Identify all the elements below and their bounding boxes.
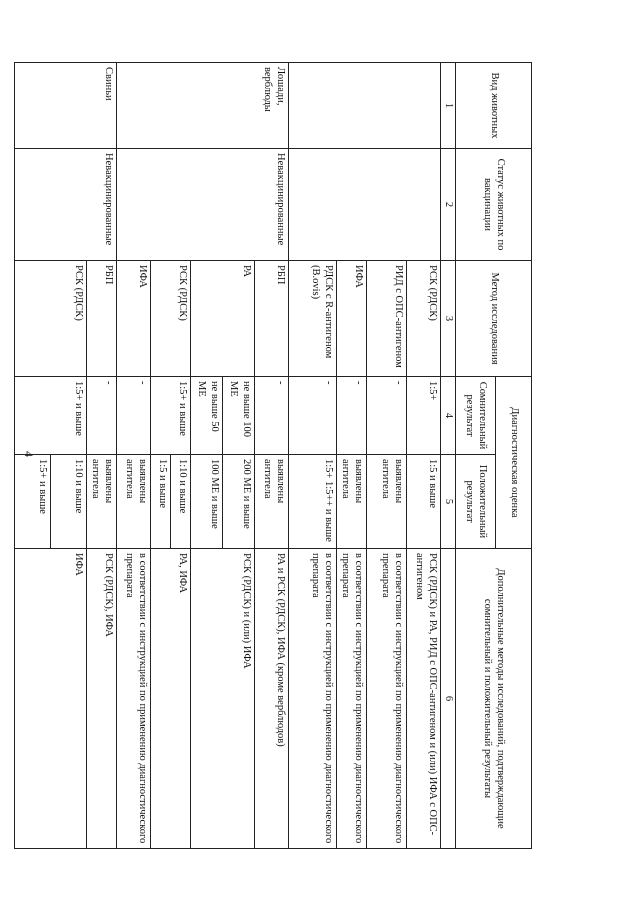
page-number: 4 [22,451,36,457]
doubtful-cell: - [86,377,116,455]
diagnostic-table [14,62,532,849]
diagnostic-table-rotated [36,62,532,848]
extra-cell: в соответствии с инструкцией по применению диагностического препарата [116,549,150,849]
col-number: 4 [440,377,455,455]
species-cell: Лошади, верблюды [116,63,288,149]
doubtful-cell: - [116,377,150,455]
extra-cell: в соответствии с инструкцией по применению диагностического препарата [366,549,406,849]
extra-cell: РСК (РДСК) и РА, РИД с ОПС-антигеном и (или) ИФА с ОПС-антигеном [406,549,440,849]
method-cell: РСК (РДСК) [14,261,86,377]
header-method: Метод исследования [456,261,532,377]
extra-cell: в соответствии с инструкцией по применению диагностического препарата [336,549,366,849]
doubtful-cell: - [336,377,366,455]
doubtful-cell: 1:5+ и выше [150,377,190,455]
col-number: 1 [440,63,455,149]
positive-cell: 1:5+ и выше [14,455,50,549]
positive-cell: 1:5+ 1:5++ и выше [288,455,336,549]
extra-cell: РА и РСК (РДСК), ИФА (кроме верблюдов) [254,549,288,849]
header-vaccination-status: Статус животных по вакцинации [456,149,532,261]
doubtful-cell: - [254,377,288,455]
extra-cell: РСК (РДСК), ИФА [86,549,116,849]
header-species: Вид животных [456,63,532,149]
positive-cell: выявлены антитела [86,455,116,549]
doubtful-cell: 1:5+ [406,377,440,455]
species-cell: Свиньи [14,63,116,149]
header-additional-methods: Дополнительные методы исследований, подтверждающие сомнительный и положительный результаты [456,549,532,849]
col-number: 5 [440,455,455,549]
table-row [86,63,116,849]
header-diagnostic-assessment: Диагностическая оценка [496,377,532,549]
status-cell-empty [288,149,440,261]
positive-cell: выявлены антитела [336,455,366,549]
method-cell: РСК (РДСК) [406,261,440,377]
positive-cell: 1:5 и выше [406,455,440,549]
header-positive: Положительный результат [456,455,496,549]
status-cell: Невакцинированные [116,149,288,261]
column-number-row [440,63,455,849]
positive-cell: 1:10 и выше [170,455,190,549]
extra-cell: РА, ИФА [150,549,190,849]
extra-cell: в соответствии с инструкцией по применению диагностического препарата [288,549,336,849]
positive-cell: 200 МЕ и выше [222,455,254,549]
positive-cell: выявлены антитела [116,455,150,549]
doubtful-cell: не выше 100 МЕ [222,377,254,455]
positive-cell: выявлены антитела [366,455,406,549]
doubtful-cell: не выше 50 МЕ [190,377,222,455]
table-row [406,63,440,849]
header-doubtful: Сомнительный результат [456,377,496,455]
method-cell: РСК (РДСК) [150,261,190,377]
doubtful-cell: - [366,377,406,455]
method-cell: ИФА [336,261,366,377]
extra-cell: РСК (РДСК) и (или) ИФА [190,549,254,849]
doubtful-cell: 1:5+ и выше [14,377,86,455]
method-cell: РДСК с R-антигеном (B.ovis) [288,261,336,377]
doubtful-cell: - [288,377,336,455]
method-cell: РИД с ОПС-антигеном [366,261,406,377]
col-number: 3 [440,261,455,377]
method-cell: ИФА [116,261,150,377]
extra-cell: ИФА [14,549,86,849]
positive-cell: 1:10 и выше [50,455,86,549]
table-row [254,63,288,849]
col-number: 6 [440,549,455,849]
method-cell: РБП [254,261,288,377]
species-cell-empty [288,63,440,149]
col-number: 2 [440,149,455,261]
positive-cell: выявлены антитела [254,455,288,549]
method-cell: РБП [86,261,116,377]
positive-cell: 100 МЕ и выше [190,455,222,549]
status-cell: Невакцинированные [14,149,116,261]
positive-cell: 1:5 и выше [150,455,170,549]
method-cell: РА [190,261,254,377]
